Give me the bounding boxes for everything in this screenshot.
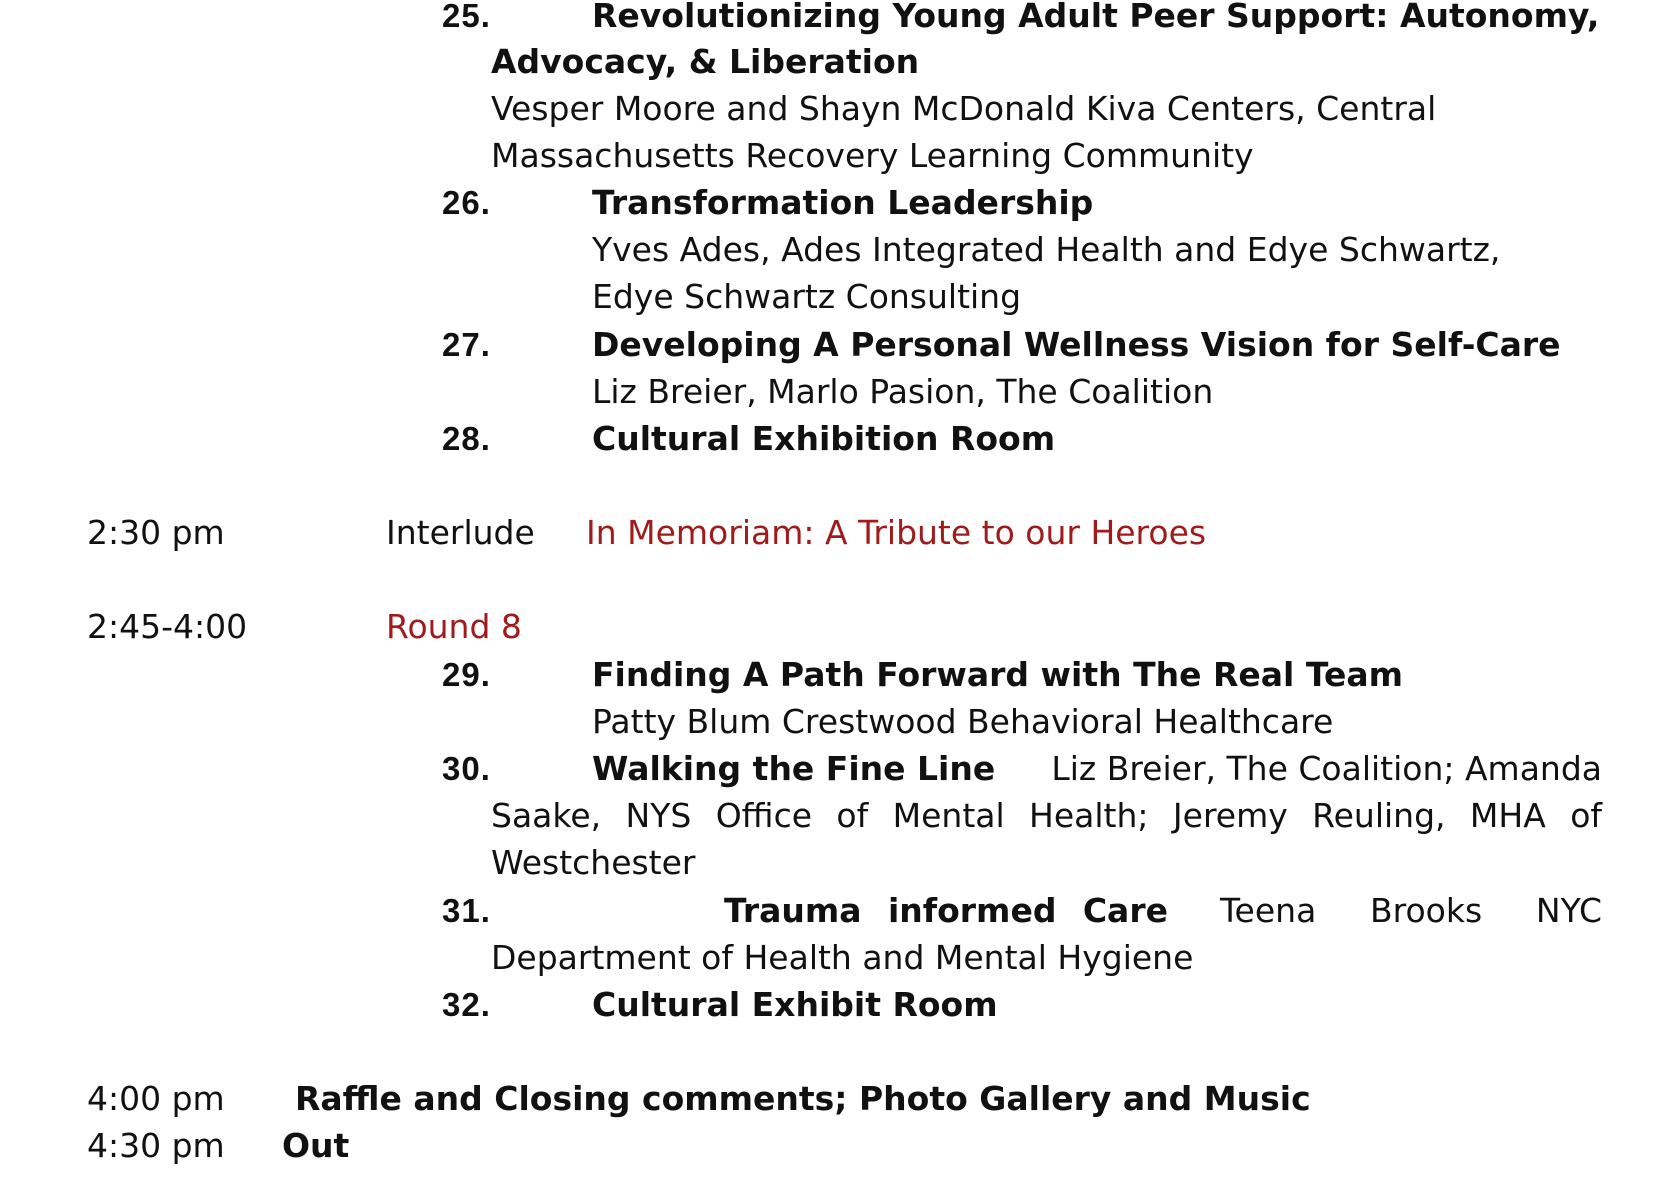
interlude-title: In Memoriam: A Tribute to our Heroes bbox=[586, 513, 1207, 552]
round-time: 2:45-4:00 bbox=[87, 607, 248, 646]
session-title: Finding A Path Forward with The Real Team bbox=[592, 655, 1403, 694]
session-number: 28. bbox=[442, 420, 491, 457]
session-number: 32. bbox=[442, 986, 491, 1023]
session-title-continued: Advocacy, & Liberation bbox=[491, 42, 920, 81]
session-presenter-continued: Westchester bbox=[491, 843, 696, 882]
round-label: Round 8 bbox=[386, 607, 522, 646]
session-presenter: Liz Breier, The Coalition; Amanda bbox=[1051, 749, 1602, 788]
session-title: Developing A Personal Wellness Vision for Self-Care bbox=[592, 325, 1561, 364]
session-number: 27. bbox=[442, 326, 491, 363]
session-presenter: Teena Brooks NYC bbox=[1220, 891, 1602, 930]
session-number: 30. bbox=[442, 750, 491, 787]
session-number: 25. bbox=[442, 0, 491, 34]
session-presenter-continued: Massachusetts Recovery Learning Community bbox=[491, 136, 1254, 175]
session-presenter: Vesper Moore and Shayn McDonald Kiva Centers, Central bbox=[491, 89, 1437, 128]
session-title: Transformation Leadership bbox=[592, 183, 1094, 222]
session-presenter: Patty Blum Crestwood Behavioral Healthcare bbox=[592, 702, 1334, 741]
out-time: 4:30 pm bbox=[87, 1126, 225, 1165]
closing-time: 4:00 pm bbox=[87, 1079, 225, 1118]
session-title: Cultural Exhibition Room bbox=[592, 419, 1056, 458]
out-text: Out bbox=[282, 1126, 350, 1165]
interlude-label: Interlude bbox=[386, 513, 535, 552]
interlude-time: 2:30 pm bbox=[87, 513, 225, 552]
session-presenter-continued: Department of Health and Mental Hygiene bbox=[491, 938, 1194, 977]
session-title: Revolutionizing Young Adult Peer Support: Autonomy, bbox=[592, 0, 1600, 35]
session-number: 29. bbox=[442, 656, 491, 693]
session-presenter-continued: Edye Schwartz Consulting bbox=[592, 277, 1022, 316]
session-title: Walking the Fine Line bbox=[592, 749, 996, 788]
session-presenter-continued: Saake, NYS Office of Mental Health; Jeremy Reuling, MHA of bbox=[491, 796, 1602, 835]
session-number: 26. bbox=[442, 184, 491, 221]
session-presenter: Liz Breier, Marlo Pasion, The Coalition bbox=[592, 372, 1214, 411]
session-title-row bbox=[592, 747, 1602, 791]
session-presenter: Yves Ades, Ades Integrated Health and Edye Schwartz, bbox=[592, 230, 1501, 269]
closing-text: Raffle and Closing comments; Photo Gallery and Music bbox=[295, 1079, 1311, 1118]
session-title: Trauma informed Care bbox=[724, 891, 1168, 930]
session-title: Cultural Exhibit Room bbox=[592, 985, 998, 1024]
session-title-row bbox=[724, 889, 1602, 933]
session-number: 31. bbox=[442, 892, 491, 929]
